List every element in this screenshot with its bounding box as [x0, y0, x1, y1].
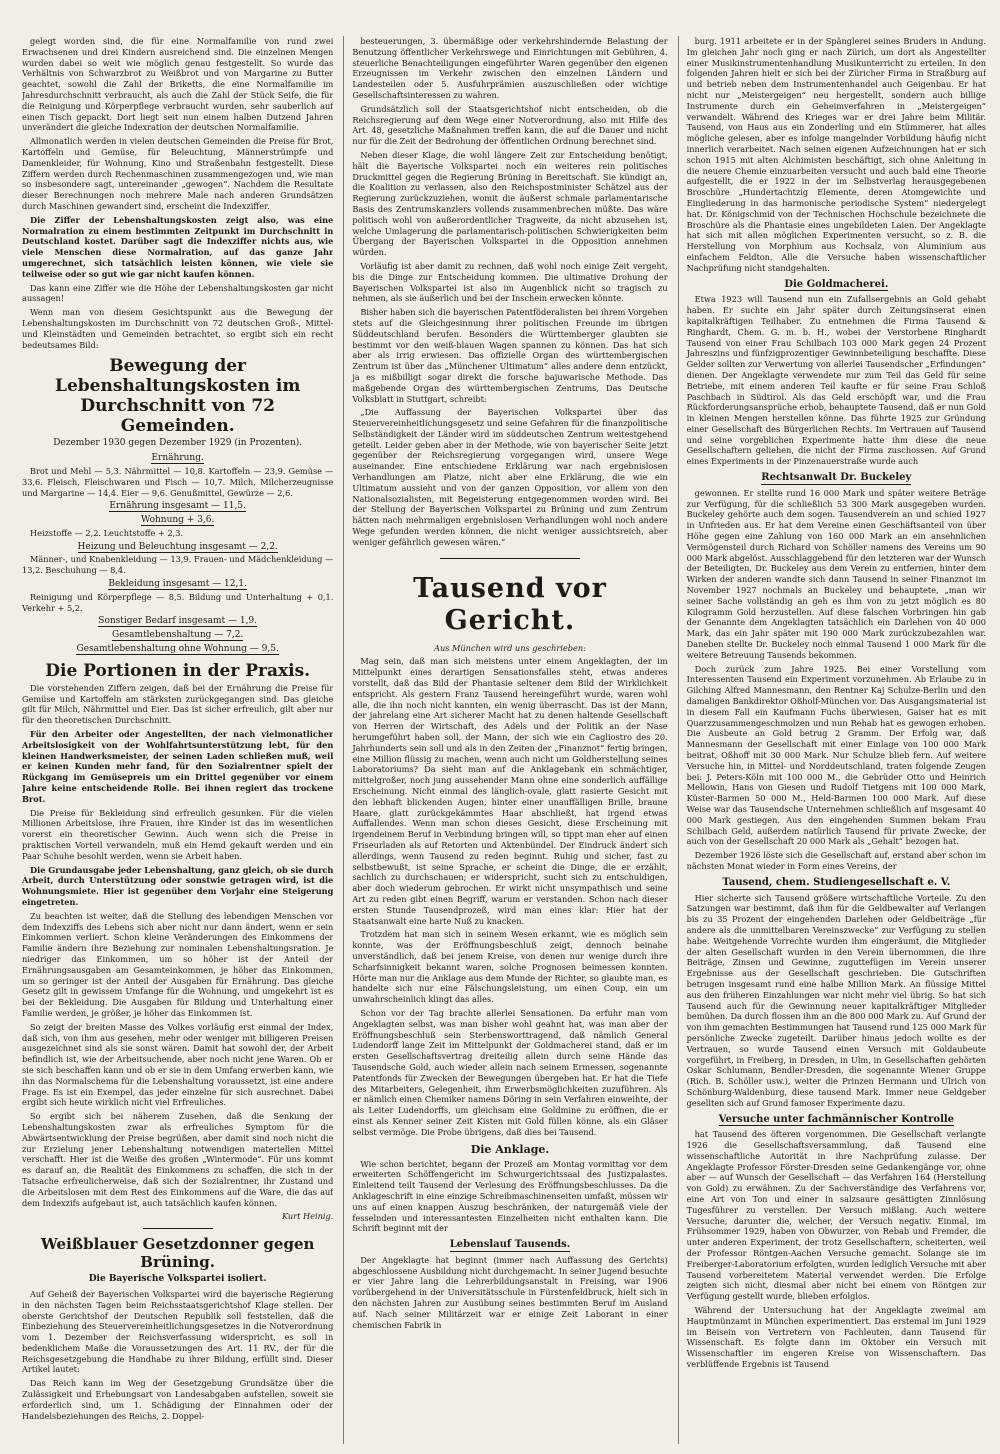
paragraph: besteuerungen, 3. übermäßige oder verkehrshindernde Belastung der Benutzung öffentlicher Verkehrswege und Einrichtungen mit Gebühren, 4. steuerliche Benachteiligungen eingeführter Waren gegenüber den eigenen Erzeugnissen im Verkehr zwischen den einzelnen Ländern und Landesteilen oder 5. Ausfuhrprämien auszuschließen oder wichtige Gesellschaftsinteressen zu wahren.: [352, 36, 668, 100]
section-subheading: Versuche unter fachmännischer Kontrolle: [718, 1113, 955, 1125]
byline: Aus München wird uns geschrieben:: [434, 642, 586, 653]
paragraph: Die Preise für Bekleidung sind erfreulich gesunken. Für die vielen Millionen Arbeitslose, ihre Frauen, ihre Kinder ist das im wesentlichen vorerst ein theoretischer Gewinn. Auch wenn sich die Preise in praktischen Vorteil verwandeln, muß ein Hemd gekauft werden und ein Paar Schuhe besohlt werden, wenn sie Arbeit haben.: [22, 807, 334, 861]
stats-line: Heizstoffe — 2,2. Leuchtstoffe + 2,3.: [30, 527, 184, 538]
paragraph: hat Tausend des öfteren vorgenommen. Die Gesellschaft verlangte 1926 die Gesellschaftsversammlung, daß Tausend eine wissenschaftliche Autorität in ihre Nachprüfung zulasse. Der Angeklagte Professor Förster-Dresden seine Gedankengänge vor, ohne aber — auf Wunsch der Gesellschaft — das Verfahren 164 (Herstellung von Gold) zu erwähnen. Zu der Sachverständige des Verfahrens vor, eine Art von Ton und einer in salzsaure gesättigten Zinnlösung Tugesführer zu verstellen. Der Versuch mißlang. Auch weitere Versuche, darunter die, welcher, der Versuch negativ. Einmal, im Frühsommer 1929, haben von Obwurzer, von Rebab und Fremder, die unter anderen Experiment, der trotz Gesellschaftern, scheiterten, weil der Professor Röntgen-Aachen Versuche gemacht. Solange sie im Freiberger-Laboratorium erfolgten, wurden lediglich Versuche mit aber Tausend vorbereitetem Material verwendet werden. Die Erfolge zeigten sich nicht, diesmal aber nicht bei einem von Röntgen zur Verfügung gestellt wurde, blieben erfolglos.: [686, 1129, 986, 1302]
paragraph: Trotzdem hat man sich in seinem Wesen erkannt, wie es möglich sein konnte, was der Eröffnungsbeschluß zeigt, dennoch beinahe unverständlich, daß bei jenem Kreise, von denen nur wenige durch ihre Scharfsinnigkeit bekannt waren, solche Prognosen beimessen konnten. Hörte man nur die Anklage aus dem Munde der Richter, so glaubte man, es handelte sich nur eine Fälschungsleistung, um einen Coup, ein um unwahrscheinlich klingt das alles.: [352, 929, 668, 1005]
paragraph: Die vorstehenden Ziffern zeigen, daß bei der Ernährung die Preise für Gemüse und Kartoffeln am stärksten zurückgegangen sind. Das gleiche gilt für Milch, Nährmittel und Eier. Das ist sicher erfreulich, gilt aber nur für den theoretischen Durchschnitt.: [22, 682, 334, 726]
paragraph: Wie schon berichtet, begann der Prozeß am Montag vormittag vor dem erweiterten Schöffengericht im Schwurgerichtssaal des Justizpalastes. Einleitend teilt Tausend der Verlesung des Eröffnungsbeschlusses. Da die Anklageschrift in eine einzige Schreibmaschinenseiten umfaßt, müssen wir uns auf einen knappen Auszug beschränken, der naturgemäß viele der fesselnden und interessantesten Einzelheiten nicht enthalten kann. Die Schrift beginnt mit der: [352, 1158, 668, 1234]
column-middle: [343, 36, 667, 1444]
paragraph: gelegt worden sind, die für eine Normalfamilie von rund zwei Erwachsenen und drei Kindern ausreichend sind. Die einzelnen Mengen wurden dabei so weit wie möglich genau festgestellt. So wurde das Verhältnis von Schwarzbrot zu Weißbrot und von Margarine zu Butter geachtet, sowohl die Zahl der Briketts, die eine Normalfamilie im Jahresdurchschnitt verbraucht, als auch die Zahl der Stück Seife, die für die Reinigung und Körperpflege verbraucht wurden, sehr sauberlich auf einen Tisch gepackt. Dort liegt seit nun einem halben Dutzend Jahren unverändert die gleiche Indexration der deutschen Normalfamilie.: [22, 36, 334, 133]
highlight-paragraph: Die Grundausgabe jeder Lebenshaltung, ganz gleich, ob sie durch Arbeit, durch Unterstützung oder sonstwie getragen wird, ist die Wohnungsmiete. Hier ist gegenüber dem Vorjahr eine Steigerung eingetreten.: [22, 864, 334, 907]
paragraph: Schon vor der Tag brachte allerlei Sensationen. Da erfuhr man vom Angeklagten selbst, was man bisher wohl geahnt hat, was man aber der Eröffnungsbeschluß sein Sterbensworttragend, daß nämlich General Ludendorff lange Zeit im Mittelpunkt der Goldmacherei stand, daß er im ersten Gesellschaftsvertrag dreiteilig allein durch seine Hände das Tausendsche Gold, auch wieder allein nach seinem Ermessen, sogenannte Patentfonds für Zwecken der Bewegungen übergeben hat. Er hat die Tiefe des Mitarbeiters, Gelegenheit, ihm Erwerbsmöglichkeiten zuzuführen. Als er nämlich einen Chemiker namens Döring in sein Verfahren einweihte, der als Leiter Ludendorffs, um gleichsam eine Goldmine zu eröffnen, die er einst als Kenner seiner Zeit Kisten mit Gold füllen könne, als ein Gläser selbst vermöge. Die Probe übrigens, daß dies bei Tausend.: [352, 1007, 668, 1137]
paragraph: Während der Untersuchung hat der Angeklagte zweimal am Hauptmünzamt in München experimentiert. Das erstemal im Juni 1929 im Beisein von Vertretern von Fachleuten, dann Tausend für Wissenschaft. Es folgte dann im Oktober ein Versuch mit Wissenschaftler im engeren Kreise von Wissenschaftern. Das verblüffende Ergebnis ist Tausend: [686, 1305, 986, 1370]
stats-total: Sonstiger Bedarf insgesamt — 1,9.: [98, 616, 258, 627]
feature-headline: Tausend vor Gericht.: [413, 572, 607, 636]
stats-headline: Bewegung der Lebenshaltungskosten im Durchschnitt von 72 Gemeinden.: [54, 356, 301, 437]
stats-total: Gesamtlebenshaltung — 7,2.: [112, 630, 244, 641]
section-headline: Die Portionen in der Praxis.: [45, 660, 311, 681]
stats-subtitle: Dezember 1930 gegen Dezember 1929 (in Prozenten).: [53, 438, 303, 449]
stats-line: Brot und Mehl — 5,3. Nährmittel — 10,8. Kartoffeln — 23,9. Gemüse — 33,6. Fleisch, Fleischwaren und Fisch — 10,7. Milch, Milcherzeugnisse und Margarine — 14,4. Eier — 9,6. Genußmittel, Gewürze — 2,6.: [22, 465, 334, 498]
divider: [143, 1228, 213, 1229]
stats-total: Bekleidung insgesamt — 12,1.: [108, 579, 247, 590]
paragraph: Allmonatlich werden in vielen deutschen Gemeinden die Preise für Brot, Kartoffeln und Gemüse, für Beleuchtung, Männerstrümpfe und Damenkleider, für Wohnung, Kino und Straßenbahn festgestellt. Diese Ziffern werden durch Rechenmaschinen zusammengezogen und, wie man so insbesondere sagt, untereinander „gewogen“. Nachdem die Resultate dieser Berechnungen noch mehrere Male nach anderen Grundsätzen durch Maschinen gewandert sind, erscheint die Indexziffer.: [22, 136, 334, 211]
paragraph: Etwa 1923 will Tausend nun ein Zufallsergebnis an Gold gehabt haben. Er suchte ein Jahr später durch Zeitungsinserat einen kapitalkräftigen Teilhaber. Zu entnehmen die Firma Tausend & Ringhardt, Chem. G. m. b. H., wobei der Verstorbene Ringhardt Tausend von einer Frau Schilbach 103 000 Mark gegen 24 Prozent Jahreszins und fünfzigprozentiger Gewinnbeteiligung beschaffte. Diese Gelder sollten zur Verwertung von allerlei Tausendscher „Erfindungen“ dienen. Der Angeklagte verwendete nur zum Teil das Geld für seine Betriebe, mit einem anderen Teil kaufte er für seine Frau Schloß Paschbach in Südtirol. Als das Geld erschöpft war, und die Frau Rückforderungsansprüche erhob, behauptete Tausend, daß er nun Gold in kleinen Mengen herstellen könne. Das führte 1925 zur Gründung einer Gesellschaft des Bürgerlichen Rechts. Im Vertrauen auf Tausend und seine vorgeblichen Experimente hatte ihm diese die neue Gesellschaftern geliehen, die nicht der Firma zuschossen. Auf Grund eines Experiments in der Pinzenauerstraße wurde auch: [686, 294, 986, 467]
section-subheading: Die Goldmacherei.: [784, 278, 889, 290]
paragraph: Zu beachten ist weiter, daß die Stellung des lebendigen Menschen vor dem Indexziffs des Lebens sich aber nicht nur dann ändert, wenn er sein Einkommen verliert. Schon kleine Veränderungen des Einkommens der Familie ändern ihre Beziehung zur nominalen Lebenshaltungsration. Je niedriger das Einkommen, um so höher ist der Anteil der Ernährungsausgaben am Gesamteinkommen, je höher das Einkommen, um so geringer ist der Anteil der Ausgaben für Ernährung. Das gleiche Gesetz gilt in gewissem Umfange für die Wohnung, und umgekehrt ist es bei der Bekleidung. Die Ausgaben für Bildung und Unterhaltung einer Familie werden, je größer, je höher das Einkommen ist.: [22, 910, 334, 1018]
paragraph: Grundsätzlich soll der Staatsgerichtshof nicht entscheiden, ob die Reichsregierung auf dem Wege einer Notverordnung, also mit Hilfe des Art. 48, gesetzliche Maßnahmen treffen kann, die auf die Dauer und nicht nur für die Zeit der Bedrohung der öffentlichen Ordnung berechnet sind.: [352, 103, 668, 147]
paragraph: Mag sein, daß man sich meistens unter einem Angeklagten, der im Mittelpunkt eines derartigen Sensationsfalles steht, etwas anderes vorstellt, daß das Bild der Phantasie seltener dem Bild der Wirklichkeit entspricht. Als gestern Franz Tausend hereingeführt wurde, waren wohl alle, die ihn noch nicht kannten, ein wenig überrascht. Das ist der Mann, der jahrelang eine Art sicherer Macht hat zu denen haltende Gesellschaft von Herren der Wirtschaft, des Adels und der Politik an der Nase herumgeführt haben soll, der Mann, der sich wie ein Cagliostro des 20. Jahrhunderts sein soll und als in den Zeiten der „Finanznot“ fertig bringen, eine Million flüssig zu machen, wenn auch nicht um Goldherstellung seines Laboratoriums? Da sieht man auf die Anklagebank ein schmächtiger, mittelgroßer, noch jung aussehender Mann ohne eine sonderlich auffällige Erscheinung. Nicht einmal des länglich-ovale, glatt rasierte Gesicht mit den lebhaft blickenden Augen, hinter einer unauffälligen Brille, braune Haare, glatt zurückgekämmtes Haar abschließt, hat irgend etwas Auffallendes. Wenn man schon dieses Gesicht, diese Erscheinung mit irgendeinem Beruf in Verbindung bringen will, so tippt man eher auf einen Friseurladen als auf Retorten und Aktenbündel. Der Eindruck ändert sich allerdings, wenn Tausend zu reden beginnt. Ruhig und sicher, fast zu selbstbewußt, ist seine Sprache, er scheint die Dinge, die er erzählt, sachlich zu durchschauen; er widerspricht, sucht sich zu entschuldigen, aber doch wiederum gebrochen. Er wirkt nicht unsympathisch und seine Art zu reden gibt einen Begriff, warum er verstanden. Schon nach dieser ersten Stunde Tausendprozeß, wird man eines klar: Hier hat der Staatsanwalt eine harte Nuß zu knacken.: [352, 656, 668, 926]
stats-total: Gesamtlebenshaltung ohne Wohnung — 9,5.: [76, 644, 279, 655]
paragraph: Bisher haben sich die bayerischen Patentföderalisten bei ihrem Vorgehen stets auf die Gleichgesinnung ihrer politischen Freunde im übrigen Süddeutschland berufen. Besonders die Württemberger glaubten sie bestimmt vor den weiß-blauen Wagen spannen zu können. Das hat sich aber als irrig erwiesen. Das offizielle Organ des württembergischen Zentrum ist über das „Münchener Ultimatum“ alles andere denn entzückt, ja es mißbilligt sogar direkt die forsche bajuwarische Methode. Das maßgebende Organ des württembergischen Zentrums, Das Deutsche Volksblatt in Stuttgart, schreibt:: [352, 307, 668, 404]
paragraph: burg. 1911 arbeitete er in der Spänglerei seines Bruders in Andung. Im gleichen Jahr noch ging er nach Zürich, um dort als Angestellter einer Musikinstrumentenhandlung Musikunterricht zu erteilen. In den folgenden Jahren hielt er sich bei der Züricher Firma in Straßburg auf und betrieb neben dem Instrumentenhandel auch Geigenbau. Er hat nicht nur „Meistergeigen“ neu hergestellt, sondern auch billige Instrumente durch ein Geheimverfahren in „Meistergeigen“ verwandelt. Während des Krieges war er drei Jahre beim Militär. Tausend, von Haus aus ein Zonderling und ein Stümmerer, hat alles mögliche gelesen, aber es infolge mangelnder Vorbildung häufig nicht innerlich verarbeitet. Nach seinen eigenen Aufzeichnungen hat er sich schon 1915 mit alten Alchimisten beschäftigt, sich ohne Anleitung in die neuere Chemie einzuarbeiten versucht und auch bald eine Theorie aufgestellt, die er 1922 in der im Selbstverlag herausgegebenen Broschüre „Hundertachtzig Elemente, deren Atomgewichte und Eingliederung in das harmonische periodische System“ niedergelegt hat. Dr. Königschmid von der Technischen Hochschule bezeichnete die Broschüre als die Phantasie eines ungebildeten Laien. Der Angeklagte hat sich mit allen möglichen Experimenten versucht, so z. B. die Herstellung von Morphium aus Kochsalz, von Aluminium aus einfachem Feldton. Alle die Versuche haben wissenschaftlicher Nachprüfung nicht standgehalten.: [686, 36, 986, 273]
paragraph: Dezember 1926 löste sich die Gesellschaft auf, erstand aber schon im nächsten Monat wieder in Form eines Vereins, der: [686, 850, 986, 871]
paragraph: gewonnen. Er stellte rund 16 000 Mark und später weitere Beträge zur Verfügung, für die schließlich 53 300 Mark ausgegeben wurden. Buckeley gehörte auch dem sogen. Tausendverein an und schied 1927 in Unfrieden aus. Er hat dem Vereine einen Geschäftsanteil von über Höhe gegen eine Zahlung von 160 000 Mark an ein ansehnlichen Vermögensteil durch Richard von Schöller namens des Vereins um 90 000 Mark abgelöst. Ausschlaggebend für den letzteren war der Wunsch der Beteiligten, Dr. Buckeley aus dem Verein zu entfernen, hinter dem Wirken der anderen wandte sich dann Tausend in seiner Finanznot im November 1927 nochmals an Buckeley und behauptete, „man wir seiner Sache vollständig an geh es ihm von zu jetzt möglich es 80 Kilogramm Gold herzustellen. Auf diese falschen Vorbringen hin gab der Genannte dem Angeklagten tatsächlich ein Darlehen von 40 000 Mark, das ein Jahr später mit 190 000 Mark zurückzubezahlen war. Daneben stellte Dr. Buckeley noch einmal Tausend 1 000 Mark für die weitere Betreuung Tausends bekommen.: [686, 487, 986, 660]
paragraph: Das Reich kann im Weg der Gesetzgebung Grundsätze über die Zulässigkeit und Erhebungsart von Landesabgaben aufstellen, soweit sie erforderlich sind, um 1. Schädigung der Einnahmen oder der Handelsbeziehungen des Reichs, 2. Doppel-: [22, 1378, 334, 1421]
article-subheadline: Die Bayerische Volkspartei isoliert.: [88, 1274, 267, 1285]
section-subheading: Tausend, chem. Studiengesellschaft e. V.: [722, 876, 951, 888]
section-subheading: Lebenslauf Tausends.: [449, 1239, 571, 1251]
paragraph: So zeigt der breiten Masse des Volkes vorläufig erst einmal der Index, daß sich, von ihm aus gesehen, mehr oder weniger mit billigeren Preisen ausgezeichnet sind als sie sonst wären. Damit hat sowohl der, der Arbeit befindlich ist, wie der Arbeitsuchende, aber noch nicht jene Waren. Ob er sie sich beschaffen kann und ob er sie in dem Umfang erwerben kann, wie ihn das Normalschema für die Lebenshaltung voraussetzt, ist eine andere Frage. Es ist ein Exempel, das jeder einzelne für sich ausrechnet. Dabei ergibt sich heute wirklich nicht viel Erfreuliches.: [22, 1021, 334, 1108]
column-left: [22, 36, 333, 1444]
stats-line: Reinigung und Körperpflege — 8,5. Bildung und Unterhaltung + 0,1. Verkehr + 5,2.: [22, 591, 334, 613]
paragraph: Neben dieser Klage, die wohl längere Zeit zur Entscheidung benötigt, hält die Bayerische Volkspartei noch ein weiteres rein politisches Druckmittel gegen die Regierung Brüning in Bereitschaft. Sie kündigt an, die Koalition zu verlassen, also den Reichspostminister Schätzel aus der Regierung zurückzuziehen, womit die äußerst schmale parlamentarische Basis des Zentrumskanzlers vollends zusammenbrechen müßte. Das wäre politisch wohl von außerordentlicher Tragweite, da nicht abzusehen ist, welche Umlagerung die parlamentarisch-politischen Schwierigkeiten beim Übergang der Bayerischen Volkspartei in die Opposition annehmen würden.: [352, 149, 668, 258]
highlight-paragraph: Für den Arbeiter oder Angestellten, der nach vielmonatlicher Arbeitslosigkeit von der Wohlfahrtsunterstützung lebt, für den kleinen Handwerksmeister, der seinen Laden schließen muß, weil er keinen Kunden mehr fand, für den Sozialrentner spielt der Rückgang im Gemüsepreis um ein Drittel gegenüber vor einem Jahre keine entscheidende Rolle. Bei ihnen regiert das trockene Brot.: [22, 729, 334, 804]
highlight-paragraph: Die Ziffer der Lebenshaltungskosten zeigt also, was eine Normalration zu einem bestimmten Zeitpunkt im Durchschnitt in Deutschland kostet. Darüber sagt die Indexziffer nichts aus, wie viele Menschen diese Normalration, auf das ganze Jahr umgerechnet, sich tatsächlich leisten können, wie viele sie teilweise oder so gut wie gar nicht kaufen können.: [22, 214, 334, 279]
paragraph: Der Angeklagte hat beginnt (immer nach Auffassung des Gerichts) abgeschlossene Ausbildung nicht durchgemacht. In seiner Jugend besuchte er vier Jahre lang die Lehrerbildungsanstalt in Freising, war 1906 vorübergehend in der Universitätsschule in Fürstenfeldbruck, hielt sich in den nächsten Jahren zur Ausübung seines bestimmten Beruf im Ausland auf. Nach seiner Militärzeit war er einige Zeit Laborant in einer chemischen Fabrik in: [352, 1254, 668, 1330]
stats-total: Heizung und Beleuchtung insgesamt — 2,2.: [77, 541, 278, 552]
paragraph: Hier sicherte sich Tausend größere wirtschaftliche Vorteile. Zu den Satzungen war bestimmt, daß ihm für die Geldbewalter auf Verlangen bis zu 35 Prozent der eingehenden Darlehen oder Geldbeiträge „für andere als die unmittelbaren Vereinszwecke“ zur Verfügung zu stellen habe. Weitgehende Vorrechte wurden ihm eingeräumt, die Mitglieder der alten Gesellschaft wurden in den Verein übernommen, die ihre Beiträge, Zinsen und Gewinne, zuguttefügen im Verein unserer Ergebnisse aus der Gesellschaft geschrieben. Die Gutschriften betrugen insgesamt rund eine halbe Million Mark. An flüssige Mittel aus den früheren Einzahlungen war nicht mehr viel übrig. So hat sich Tausend auch für die Gewinnung neuer kapitalkräftiger Mitglieder bemühen. Da durch flossen ihm an die 800 000 Mark zu. Auf Grund der von ihm gemachten Bestimmungen hat Tausend rund 125 000 Mark für persönliche Zwecke zugeteilt. Darüber hinaus jedoch wollte es der Vertrauen, so wurde Tausend einen Versuch mit Goldaubeute vorgeführt, in Freiberg, in Dresden, in Ulm, in Gesellschaften gehörten Oskar Schlumann, Bendler-Dresden, die sogenannte Wiener Gruppe (Rich. B. Schöller usw.), weiter die Prinzen Hermann und Ulrich von Schönburg-Waldenburg, diese tausend Mark. Immer neue Geldgeber gesellten sich auf Grund famoser Experimente dazu.: [686, 892, 986, 1108]
paragraph: Das kann eine Ziffer wie die Höhe der Lebenshaltungskosten gar nicht aussagen!: [22, 282, 334, 304]
paragraph: Doch zurück zum Jahre 1925. Bei einer Vorstellung vom Interessenten Tausend ein Experiment vorzunehmen. Ab Erlaube zu in Gilching Alfred Mannesmann, den Rentner Kaj Schulze-Berlin und den damaligen Bankdirektor Oßholf-München vor. Das Ausgangsmaterial ist in diesem Fall ein Kaufmann Fuchs überwiesen, Gaiser hat es mit Quarzzusammengeschmolzen und nun Rehab hat es gewogen erhoben. Die Ausbeute an Gold betrug 2 Gramm. Der Erfolg war, daß Mannesmann der Gesellschaft mit einer Einlage von 100 000 Mark beitrat, Oßhoff mit 30 000 Mark. Nur Schulze blieb fern. Auf weitere Versuche hin, in Mittel- und Norddeutschland, traten folgende Zeugen bei: J. Peters-Köln mit 100 000 M., die Gebrüder Otto und Heinrich Mellowin, Hans von Giesen und Rudolf Tietgens mit 100 000 Mark, Küster-Barmen 50 000 M., Held-Barmen 100 000 Mark. Auf diese Weise war das Tausendsche Unternehmen schließlich auf insgesamt 40 000 Mark gestiegen. Aus den eingehenden Summen bekam Frau Schilbach Geld, außerdem natürlich Tausend für private Zwecke, der auch von der Gesellschaft 20 000 Mark als „Gehalt“ bezogen hat.: [686, 663, 986, 847]
column-right: [678, 36, 986, 1444]
paragraph: So ergibt sich bei näherem Zusehen, daß die Senkung der Lebenshaltungskosten zwar als erfreuliches Symptom für die Abwärtsentwicklung der Preise begrüßen, aber damit sind noch nicht die zur Erzielung jener Lebenshaltung notwendigen materiellen Mittel verschafft. Hier ist die Weiße des großen „Wintermode“. Für uns kommt es darauf an, die Realität des Einkommens zu schaffen, die sich in der Tatsache erfreulicherweise, daß sich der Sozialrentner, ihr Zustand und die Arbeitslosen mit dem Rest des Einkommens auf die Ware, die das auf dem Indexzifs aufgebaut ist, auch tatsächlich kaufen können.: [22, 1111, 334, 1208]
section-headline: Die Anklage.: [470, 1142, 550, 1156]
stats-total: Ernährung insgesamt — 11,5.: [109, 501, 246, 512]
section-subheading: Rechtsanwalt Dr. Buckeley: [761, 472, 912, 484]
stats-block: [22, 453, 333, 655]
paragraph: Auf Geheiß der Bayerischen Volkspartei wird die bayerische Regierung in den nächsten Tagen beim Reichsstaatsgerichtshof Klage stellen. Der oberste Gerichtshof der Deutschen Republik soll feststellen, daß die Einbeziehung des Steuervereinheitlichungsgesetzes in die Notverordnung vom 1. Dezember der Reichsverfassung widerspricht, es soll in bedenklichem Maße die Voraussetzungen des Art. 11 RV., der für die Reichsgesetzgebung die Handhabe zu ihrer Bildung, erfüllt sind. Dieser Artikel lautet:: [22, 1288, 334, 1375]
paragraph: Vorläufig ist aber damit zu rechnen, daß wohl noch einige Zeit vergeht, bis die Dinge zur Entscheidung kommen. Die ultimative Drohung der Bayerischen Volkspartei ist also im Augenblick nicht so tragisch zu nehmen, als sie äußerlich und bei der Inschein erwecken könnte.: [352, 260, 668, 304]
author-signature: Kurt Heinig.: [281, 1211, 334, 1222]
stats-line: Männer-, und Knabenkleidung — 13,9. Frauen- und Mädchenkleidung — 13,2. Beschuhung — 8,4.: [22, 554, 334, 576]
quote-paragraph: „Die Auffassung der Bayerischen Volkspartei über das Steuervereinheitlichungsgesetz und seine Gefahren für die finanzpolitische Selbständigkeit der Länder wird im süddeutschen Zentrum weitestgehend geteilt. Leider geben aber in der Methode, wie von bayerischer Seite jetzt gegenüber der Reichsregierung vorgegangen wird, unsere Wege auseinander. Eine entschiedene Erklärung war nach ergebnislosen Verhandlungen am Platze, nicht aber eine Erklärung, die wie ein Ultimatum aussieht und von der ganzen Opposition, vor allem von den Nationalsozialisten, mit Begeisterung entgegenommen worden wird. Bei der Stellung der Bayerischen Volkspartei zu Brüning und zum Zentrum hätten nach mehrmaligen ergebnislosen Verhandlungen wohl noch andere Wege gefunden werden können, die nicht weniger aussichtsreich, aber weniger gefährlich gewesen wären.“: [352, 407, 668, 547]
paragraph: Wenn man von diesem Gesichtspunkt aus die Bewegung der Lebenshaltungskosten im Durchschnitt von 72 deutschen Groß-, Mittel- und Kleinstädten und Gemeinden betrachtet, so ergibt sich ein recht bedeutsames Bild:: [22, 307, 334, 350]
stats-group-head: Ernährung.: [151, 453, 204, 464]
stats-group-head: Wohnung + 3,6.: [140, 515, 215, 526]
divider: [440, 558, 580, 559]
article-headline: Weißblauer Gesetzdonner gegen Brüning.: [40, 1235, 315, 1272]
